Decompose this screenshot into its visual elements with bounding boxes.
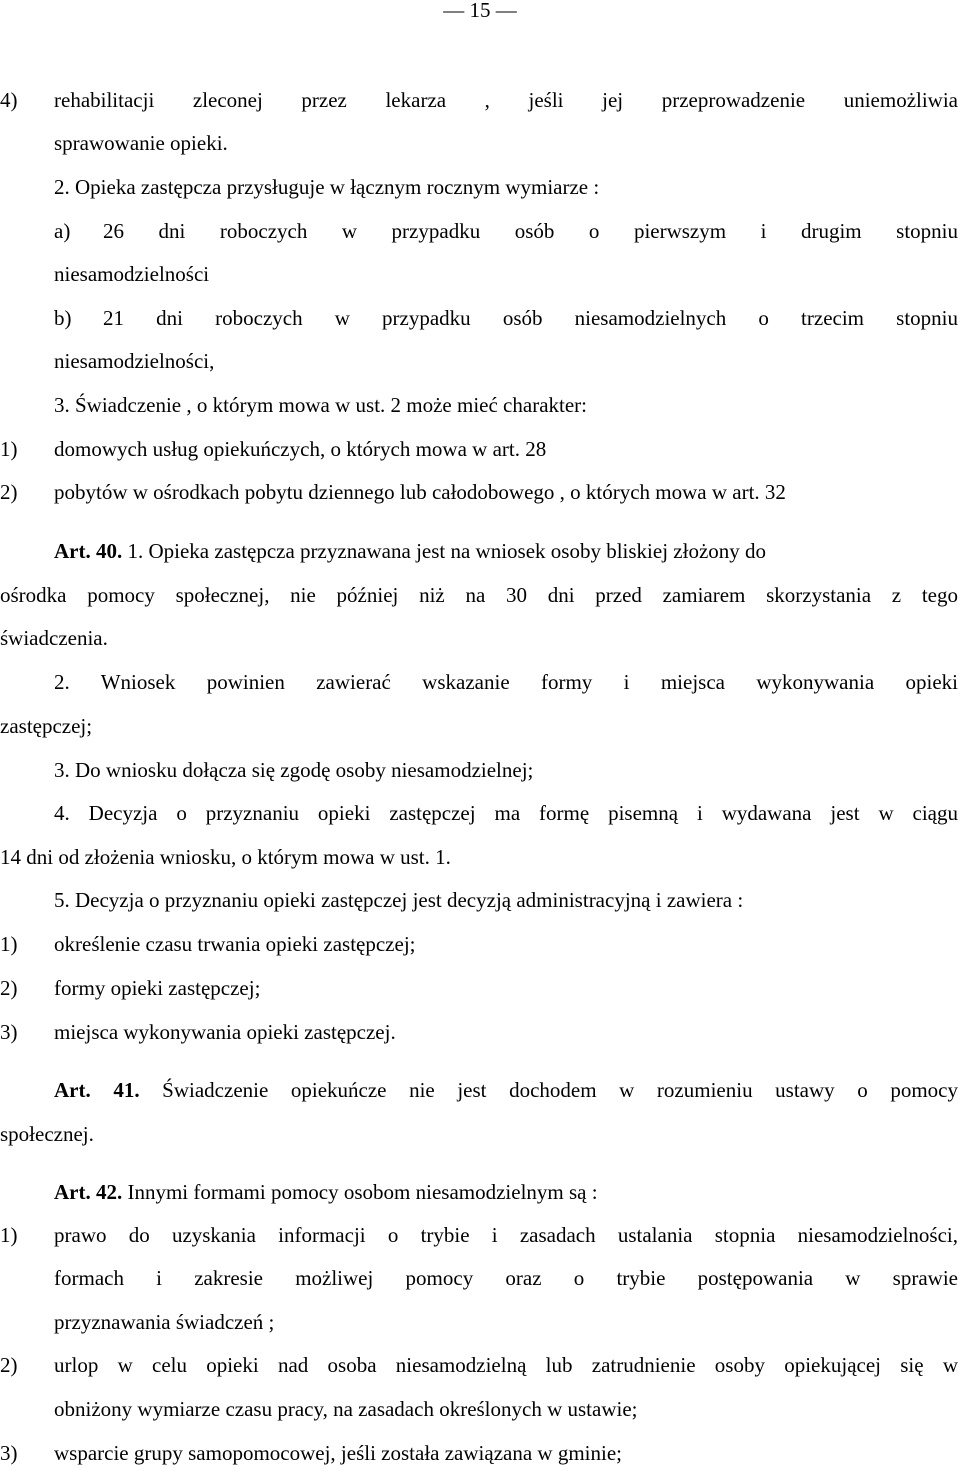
art-41-text: Świadczenie opiekuńcze nie jest dochodem w rozumieniu ustawy o pomocy bbox=[139, 1078, 958, 1102]
art-40-label: Art. 40. bbox=[54, 539, 123, 563]
art-40-paragraph-2-line-1: 2. Wniosek powinien zawierać wskazanie formy i miejsca wykonywania opieki bbox=[54, 670, 958, 694]
art-42-item-2-line-1: urlop w celu opieki nad osoba niesamodzielną lub zatrudnienie osoby opiekującej się w bbox=[54, 1353, 958, 1377]
item-a-line-1: 26 dni roboczych w przypadku osób o pierwszym i drugim stopniu bbox=[103, 219, 958, 243]
item-4-line-1: rehabilitacji zleconej przez lekarza , jeśli jej przeprowadzenie uniemożliwia bbox=[54, 88, 958, 112]
art-40-paragraph-4-line-1: 4. Decyzja o przyznaniu opieki zastępczej ma formę pisemną i wydawana jest w ciągu bbox=[54, 801, 958, 825]
art-42-item-3-line-1: wsparcie grupy samopomocowej, jeśli została zawiązana w gminie; bbox=[54, 1441, 622, 1465]
item-b-letter: b) bbox=[54, 306, 72, 330]
paragraph-3-item-1: domowych usług opiekuńczych, o których mowa w art. 28 bbox=[54, 437, 547, 461]
item-4-number: 4) bbox=[0, 88, 18, 112]
page-number: — 15 — bbox=[443, 0, 517, 22]
item-b-line-1: 21 dni roboczych w przypadku osób niesamodzielnych o trzecim stopniu bbox=[103, 306, 958, 330]
art-42-item-1-line-2: formach i zakresie możliwej pomocy oraz o trybie postępowania w sprawie bbox=[54, 1266, 958, 1290]
art-40-list-item-1-number: 1) bbox=[0, 932, 18, 956]
art-42-item-1-line-1: prawo do uzyskania informacji o trybie i zasadach ustalania stopnia niesamodzielności, bbox=[54, 1223, 958, 1247]
art-40-list-item-3: miejsca wykonywania opieki zastępczej. bbox=[54, 1020, 396, 1044]
art-40-paragraph-4-line-2: 14 dni od złożenia wniosku, o którym mowa w ust. 1. bbox=[0, 845, 451, 869]
item-a-letter: a) bbox=[54, 219, 71, 243]
art-42-label: Art. 42. bbox=[54, 1180, 123, 1204]
paragraph-3: 3. Świadczenie , o którym mowa w ust. 2 może mieć charakter: bbox=[54, 393, 587, 417]
art-40-text: 1. Opieka zastępcza przyznawana jest na wniosek osoby bliskiej złożony do bbox=[122, 539, 767, 563]
art-42-intro-text: Innymi formami pomocy osobom niesamodzielnym są : bbox=[122, 1180, 598, 1204]
art-40-line-2: ośrodka pomocy społecznej, nie później niż na 30 dni przed zamiarem skorzystania z tego bbox=[0, 583, 958, 607]
paragraph-3-item-2-number: 2) bbox=[0, 480, 18, 504]
art-42-item-3-number: 3) bbox=[0, 1441, 18, 1465]
art-40-line-3: świadczenia. bbox=[0, 626, 108, 650]
art-40-list-item-1: określenie czasu trwania opieki zastępczej; bbox=[54, 932, 416, 956]
item-a-line-2: niesamodzielności bbox=[54, 262, 210, 286]
art-42-item-1-number: 1) bbox=[0, 1223, 18, 1247]
art-40-list-item-3-number: 3) bbox=[0, 1020, 18, 1044]
art-40-paragraph-3: 3. Do wniosku dołącza się zgodę osoby niesamodzielnej; bbox=[54, 758, 534, 782]
art-40-paragraph-5: 5. Decyzja o przyznaniu opieki zastępczej jest decyzją administracyjną i zawiera : bbox=[54, 888, 744, 912]
paragraph-2: 2. Opieka zastępcza przysługuje w łącznym rocznym wymiarze : bbox=[54, 175, 600, 199]
paragraph-3-item-2: pobytów w ośrodkach pobytu dziennego lub całodobowego , o których mowa w art. 32 bbox=[54, 480, 786, 504]
art-41-line-1 bbox=[54, 1068, 958, 1112]
paragraph-3-item-1-number: 1) bbox=[0, 437, 18, 461]
art-40-list-item-2-number: 2) bbox=[0, 976, 18, 1000]
art-40-line-1 bbox=[54, 529, 766, 573]
art-42-item-1-line-3: przyznawania świadczeń ; bbox=[54, 1310, 275, 1334]
art-40-list-item-2: formy opieki zastępczej; bbox=[54, 976, 261, 1000]
item-b-line-2: niesamodzielności, bbox=[54, 349, 215, 373]
art-41-label: Art. 41. bbox=[54, 1078, 140, 1102]
art-42-item-2-number: 2) bbox=[0, 1353, 18, 1377]
art-42-item-2-line-2: obniżony wymiarze czasu pracy, na zasadach określonych w ustawie; bbox=[54, 1397, 638, 1421]
art-41-line-2: społecznej. bbox=[0, 1122, 94, 1146]
art-42-intro bbox=[54, 1170, 598, 1214]
item-4-line-2: sprawowanie opieki. bbox=[54, 131, 228, 155]
art-40-paragraph-2-line-2: zastępczej; bbox=[0, 714, 93, 738]
